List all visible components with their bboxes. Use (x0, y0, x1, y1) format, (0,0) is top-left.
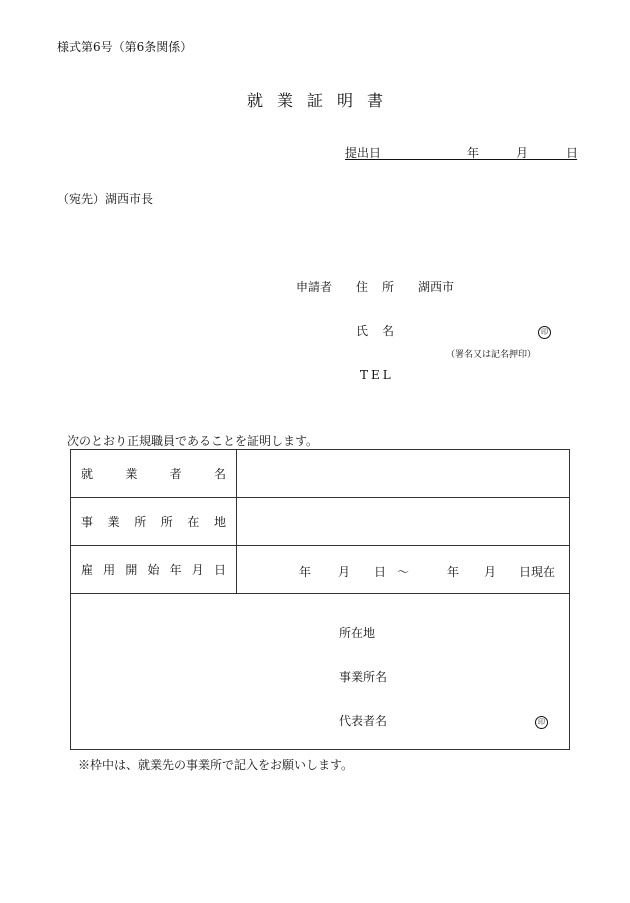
office-location-label (81, 513, 226, 530)
employee-name-label-cell (71, 450, 237, 498)
employment-start-label-cell (71, 546, 237, 594)
table-row-employment-start (71, 546, 570, 594)
certification-table (70, 449, 570, 750)
address-label-char: 所 (381, 280, 394, 294)
period-day1: 日 (374, 565, 387, 579)
table-row-signature (71, 594, 570, 750)
applicant-label: 申請者 (296, 280, 333, 294)
title-char: 明 (336, 91, 353, 110)
name-label (356, 322, 394, 339)
employee-name-field[interactable] (237, 450, 570, 498)
table-row-office-location (71, 498, 570, 546)
label-char: 月 (191, 563, 204, 577)
seal-note: （署名又は記名押印） (446, 350, 537, 360)
addressee: （宛先）湖西市長 (57, 192, 154, 206)
submission-month: 月 (516, 146, 529, 160)
label-char: 開 (125, 563, 138, 577)
period-year1: 年 (299, 565, 312, 579)
label-char: 者 (169, 467, 182, 481)
period-year2: 年 (447, 565, 460, 579)
table-row-employee-name (71, 450, 570, 498)
label-char: 就 (81, 467, 94, 481)
label-char: 名 (213, 467, 226, 481)
label-char: 所 (134, 515, 147, 529)
label-char: 在 (187, 515, 200, 529)
submission-date-label: 提出日 (345, 146, 382, 160)
address-value: 湖西市 (418, 280, 455, 294)
label-char: 業 (107, 515, 120, 529)
submission-year: 年 (467, 146, 480, 160)
period-tilde: ～ (397, 565, 410, 579)
period-day2-suffix: 日現在 (519, 565, 556, 579)
label-char: 所 (160, 515, 173, 529)
tel-label: TEL (360, 368, 394, 382)
name-label-char: 氏 (356, 324, 369, 338)
label-char: 始 (147, 563, 160, 577)
employee-name-label (81, 465, 226, 482)
form-number: 様式第6号（第6条関係） (57, 40, 193, 54)
label-char: 日 (213, 563, 226, 577)
address-label (356, 278, 394, 295)
statement: 次のとおり正規職員であることを証明します。 (67, 434, 319, 448)
footnote: ※枠中は、就業先の事業所で記入をお願いします。 (78, 758, 354, 772)
title-char: 証 (306, 91, 323, 110)
applicant-seal-icon (538, 323, 551, 339)
submission-day: 日 (566, 146, 579, 160)
sig-location-label: 所在地 (339, 626, 376, 640)
label-char: 業 (125, 467, 138, 481)
employer-signature-area[interactable] (71, 594, 570, 750)
sig-rep-label: 代表者名 (339, 714, 388, 728)
title-char: 書 (366, 91, 383, 110)
title-char: 就 (247, 91, 264, 110)
sig-seal-icon (535, 713, 548, 729)
office-location-field[interactable] (237, 498, 570, 546)
office-location-label-cell (71, 498, 237, 546)
sig-office-label: 事業所名 (339, 670, 388, 684)
document-title (247, 88, 383, 111)
name-label-char: 名 (381, 324, 394, 338)
seal-mark: 印 (535, 716, 548, 729)
title-char: 業 (276, 91, 293, 110)
seal-mark: 印 (538, 326, 551, 339)
label-char: 用 (103, 563, 116, 577)
employment-period-field[interactable] (237, 546, 570, 594)
period-month2: 月 (484, 565, 497, 579)
label-char: 事 (81, 515, 94, 529)
period-month1: 月 (338, 565, 351, 579)
submission-date-line (345, 144, 577, 160)
label-char: 年 (169, 563, 182, 577)
label-char: 雇 (81, 563, 94, 577)
employment-start-label (81, 561, 226, 578)
label-char: 地 (213, 515, 226, 529)
address-label-char: 住 (356, 280, 369, 294)
